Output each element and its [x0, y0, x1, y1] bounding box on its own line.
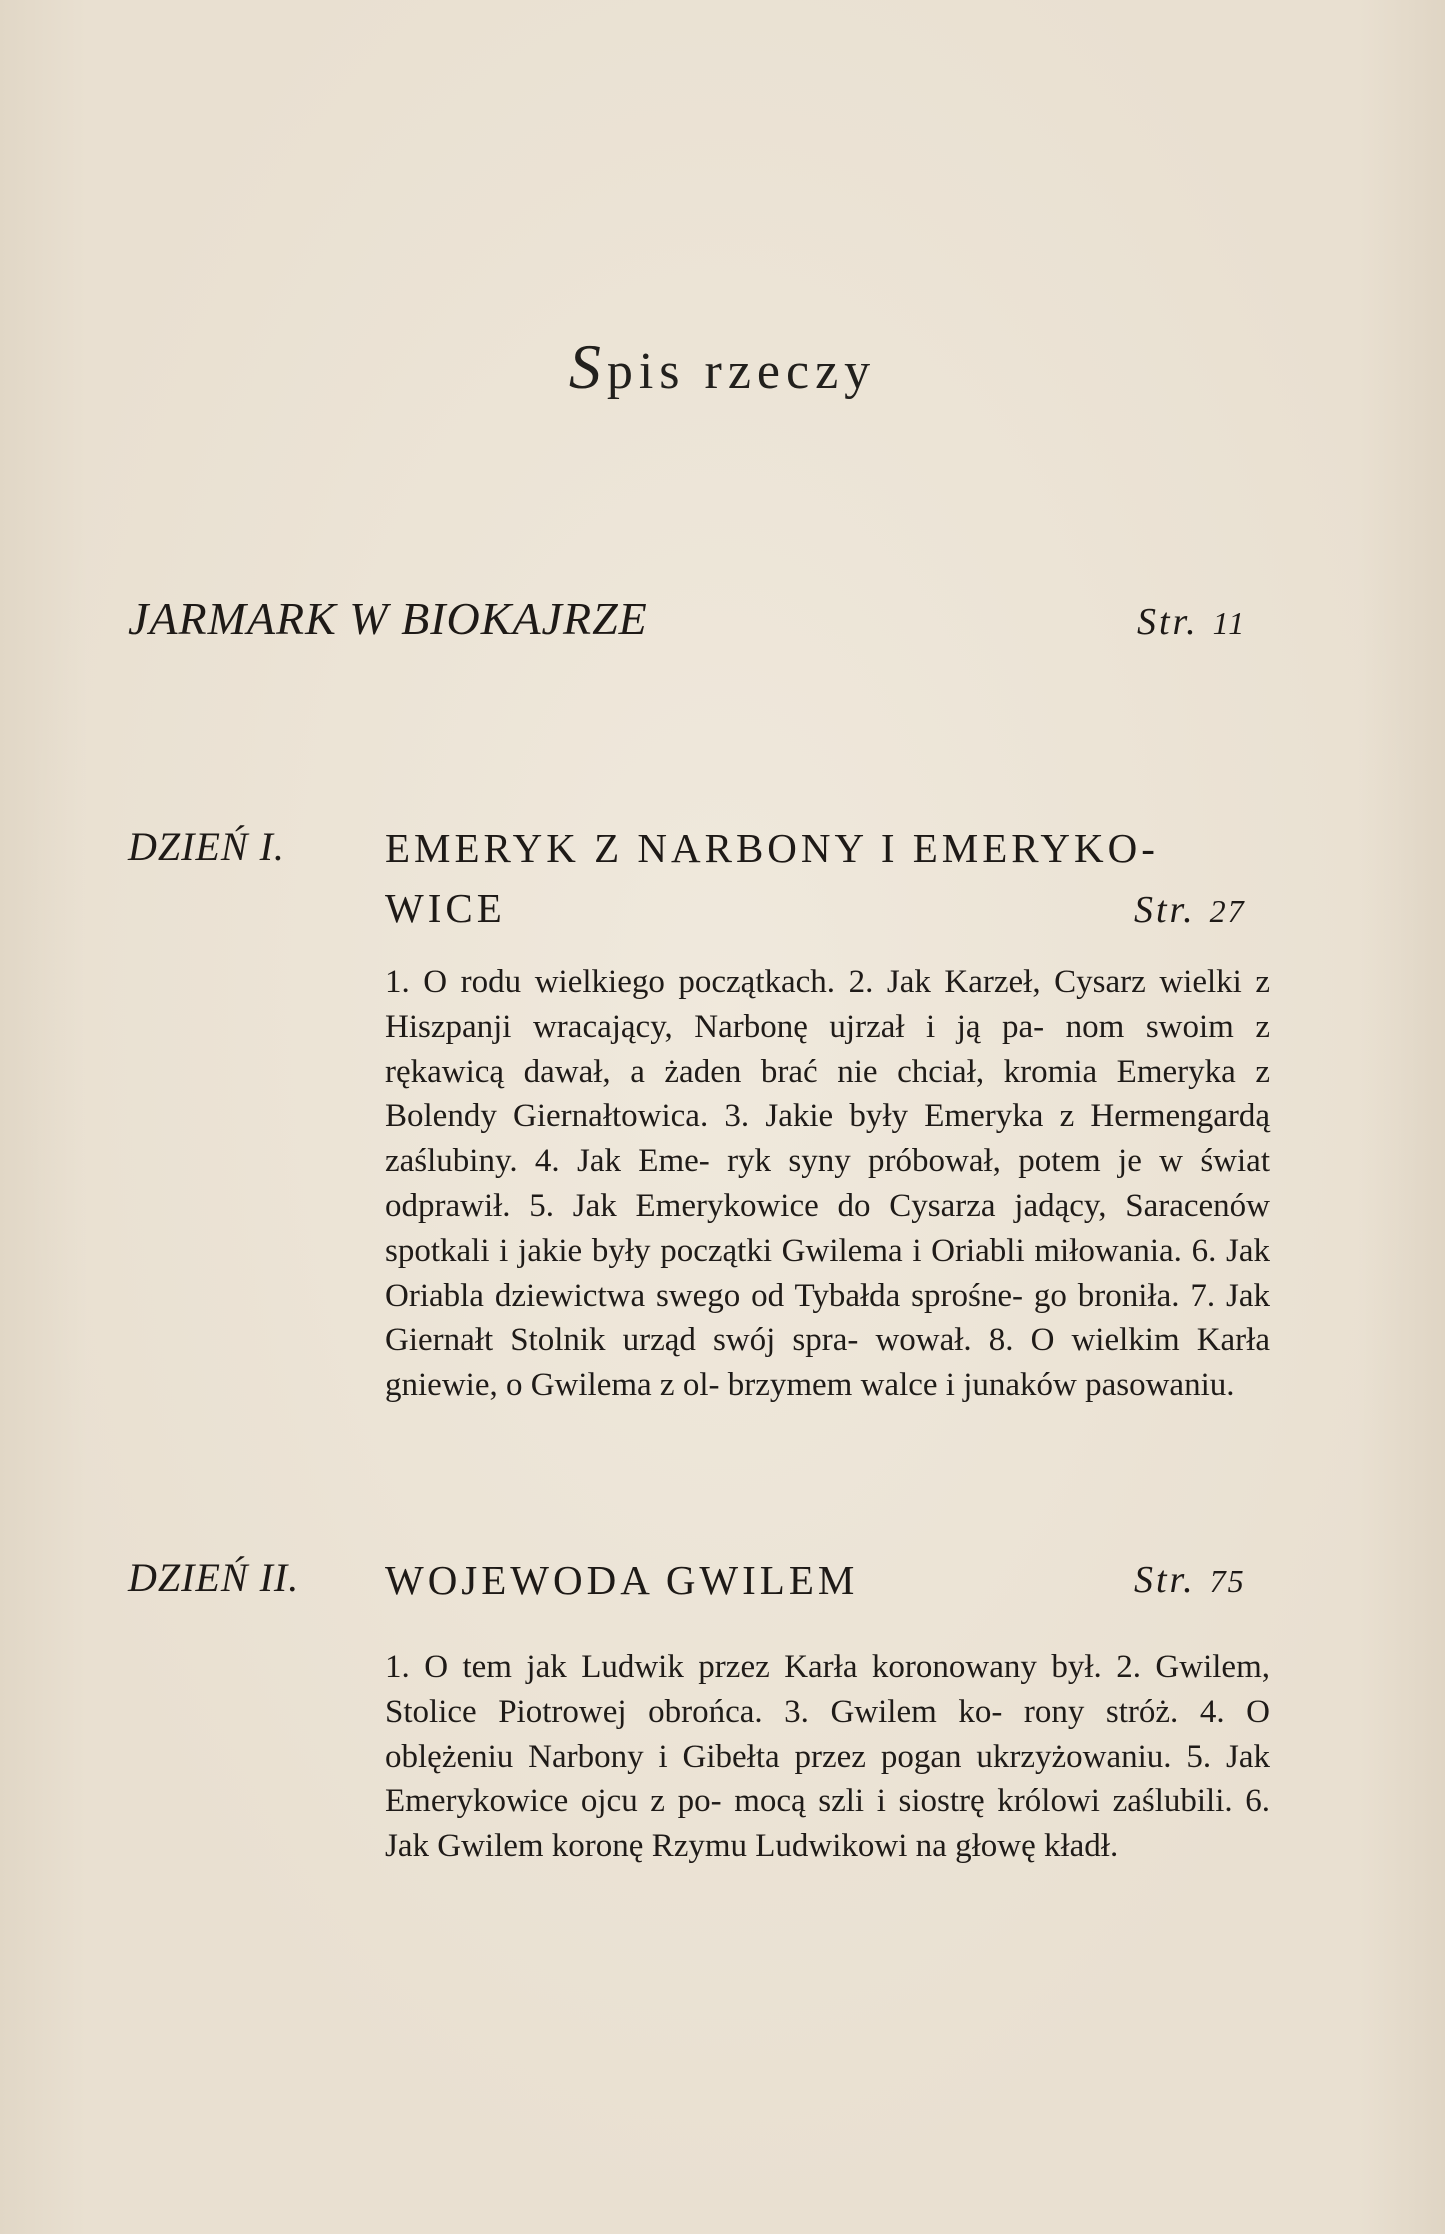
- section-2-page-ref: [1134, 1558, 1246, 1602]
- page-title: [0, 330, 1445, 404]
- section-1-label: DZIEŃ I.: [128, 824, 285, 869]
- section-2-heading: WOJEWODA GWILEM: [385, 1557, 859, 1603]
- section-2-str-label: Str.: [1134, 1559, 1196, 1601]
- section-1-page-number: 27: [1209, 893, 1246, 929]
- section-1-contents: 1. O rodu wielkiego początkach. 2. Jak Karzeł, Cysarz wielki z Hiszpanji wracający, Narbonę ujrzał i ją pa- nom swoim z rękawicą dawał, a żaden brać nie chciał, kromia Emeryka z Bolendy Giernałtowica. 3. Jakie były Emeryka z Hermengardą zaślubiny. 4. Jak Eme- ryk syny próbował, potem je w świat odprawił. 5. Jak Emerykowice do Cysarza jadący, Saracenów spotkali i jakie były początki Gwilema i Oriabli miłowania. 6. Jak Oriabla dziewictwa swego od Tybałda sprośne- go broniła. 7. Jak Giernałt Stolnik urząd swój spra- wował. 8. O wielkim Karła gniewie, o Gwilema z ol- brzymem walce i junaków pasowaniu.: [385, 964, 1270, 1404]
- intro-page-ref: [1137, 600, 1246, 644]
- page-title-initial: S: [568, 331, 607, 402]
- section-1-heading-line2: WICE: [385, 885, 506, 931]
- toc-entry-intro: [128, 592, 648, 645]
- intro-str-label: Str.: [1137, 601, 1199, 643]
- section-1-page-ref: [1134, 888, 1246, 932]
- section-1-heading-line1: EMERYK Z NARBONY I EMERYKO-: [385, 825, 1159, 871]
- intro-page-number: 11: [1212, 605, 1247, 641]
- page-title-rest: pis rzeczy: [606, 343, 877, 400]
- section-2-page-number: 75: [1209, 1563, 1246, 1599]
- section-1-str-label: Str.: [1134, 889, 1196, 931]
- intro-heading: JARMARK W BIOKAJRZE: [128, 593, 648, 644]
- section-2-label: DZIEŃ II.: [128, 1555, 300, 1600]
- section-2-contents: 1. O tem jak Ludwik przez Karła koronowany był. 2. Gwilem, Stolice Piotrowej obrońca. 3. Gwilem ko- rony stróż. 4. O oblężeniu Narbony i Gibełta przez pogan ukrzyżowaniu. 5. Jak Emerykowice ojcu z po- mocą szli i siostrę królowi zaślubili. 6. Jak Gwilem koronę Rzymu Ludwikowi na głowę kładł.: [385, 1649, 1270, 1865]
